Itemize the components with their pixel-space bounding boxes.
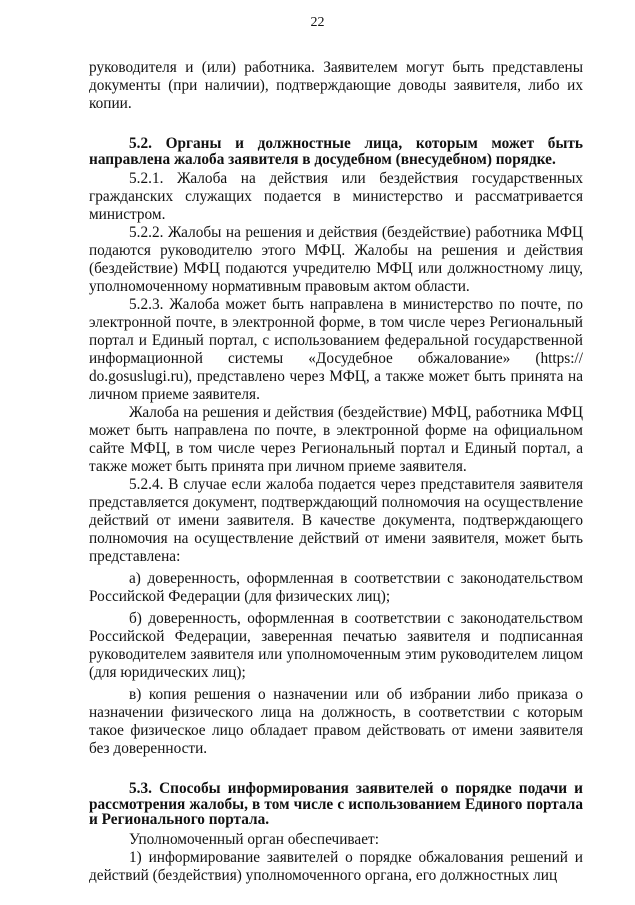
document-body	[89, 59, 583, 885]
paragraph-continuation: руководителя и (или) работника. Заявителем могут быть представлены документы (при наличии), подтверждающие доводы заявителя, либо их копии.	[89, 59, 583, 112]
section-heading-5-3: 5.3. Способы информирования заявителей о порядке подачи и рассмотрения жалобы, в том числе с использованием Единого портала и Регионального портала.	[89, 780, 583, 828]
clause-5-2-4: 5.2.4. В случае если жалоба подается через представителя заявителя представляется документ, подтверждающий полномочия на осуществление действий от имени заявителя. В качестве документа, подтверждающего полномочия на осуществление действий от имени заявителя, может быть представлена:	[89, 476, 583, 565]
paragraph-mfc-complaint: Жалоба на решения и действия (бездействие) МФЦ, работника МФЦ может быть направлена по почте, в электронной форме на официальном сайте МФЦ, в том числе через Региональный портал и Единый портал, а также может быть принята при личном приеме заявителя.	[89, 404, 583, 475]
clause-5-2-1: 5.2.1. Жалоба на действия или бездействия государственных гражданских служащих подается в министерство и рассматривается министром.	[89, 170, 583, 223]
section-heading-5-2: 5.2. Органы и должностные лица, которым может быть направлена жалоба заявителя в досудебном (внесудебном) порядке.	[89, 135, 583, 168]
list-item-1: 1) информирование заявителей о порядке обжалования решений и действий (бездействия) уполномоченного органа, его должностных лиц	[89, 848, 583, 884]
list-item-a: а) доверенность, оформленная в соответствии с законодательством Российской Федерации (для физических лиц);	[89, 570, 583, 605]
list-item-v: в) копия решения о назначении или об избрании либо приказа о назначении физического лица на должность, в соответствии с которым такое физическое лицо обладает правом действовать от имени заявителя без доверенности.	[89, 686, 583, 757]
clause-5-2-2: 5.2.2. Жалобы на решения и действия (бездействие) работника МФЦ подаются руководителю этого МФЦ. Жалобы на решения и действия (бездействие) МФЦ подаются учредителю МФЦ или должностному лицу, уполномоченному нормативным правовым актом области.	[89, 224, 583, 295]
page-number: 22	[310, 15, 325, 30]
clause-5-2-3: 5.2.3. Жалоба может быть направлена в министерство по почте, по электронной почте, в электронной форме, в том числе через Региональный портал и Единый портал, с использованием федеральной государственной информационной системы «Досудебное обжалование» (https:// do.gosuslugi.ru), представлено через МФЦ, а также может быть принята на личном приеме заявителя.	[89, 296, 583, 403]
list-item-b: б) доверенность, оформленная в соответствии с законодательством Российской Федерации, заверенная печатью заявителя и подписанная руководителем заявителя или уполномоченным этим руководителем лицом (для юридических лиц);	[89, 610, 583, 681]
paragraph-authority-provides: Уполномоченный орган обеспечивает:	[129, 830, 379, 848]
